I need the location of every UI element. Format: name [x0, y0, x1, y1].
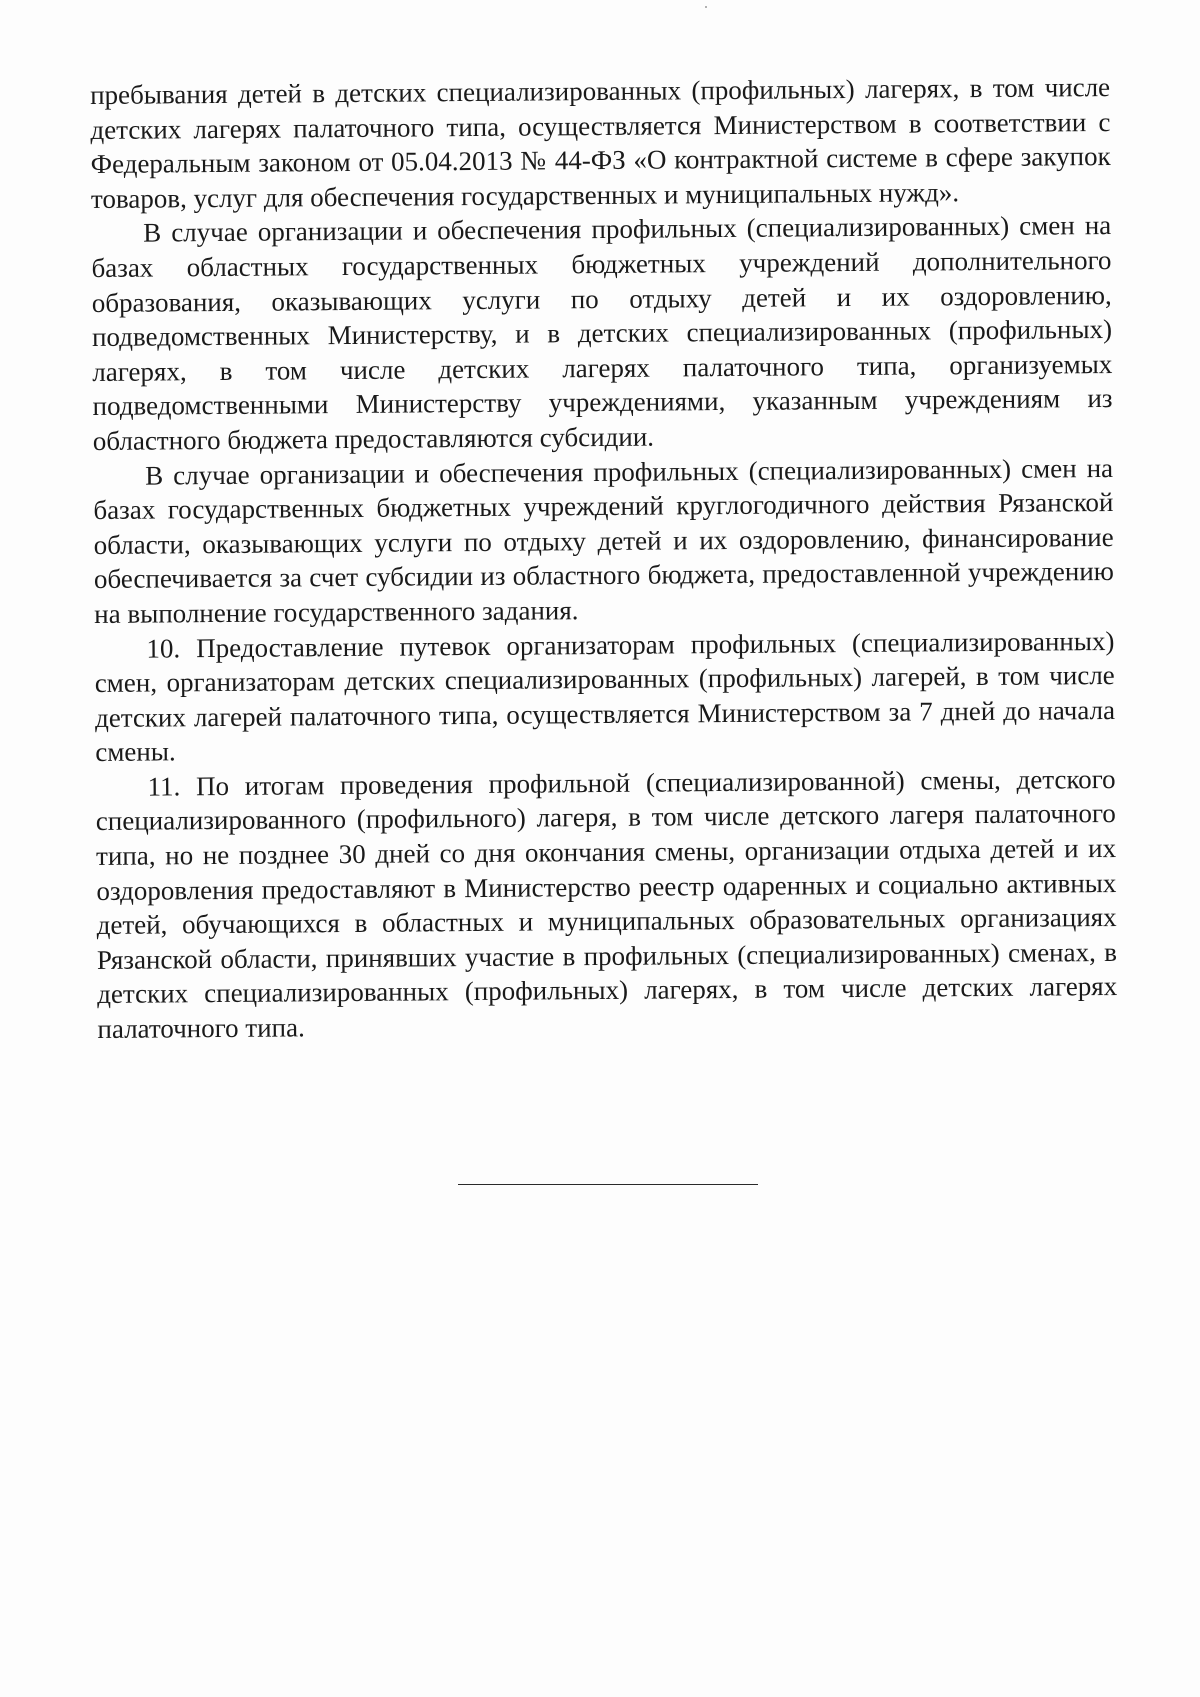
- paragraph-continuation: пребывания детей в детских специализированных (профильных) лагерях, в том числе детских лагерях палаточного типа, осуществляется Министерством в соответствии с Федеральным законом от 05.04.2013 № 44-ФЗ «О контрактной системе в сфере закупок товаров, услуг для обеспечения государственных и муниципальных нужд».: [90, 71, 1111, 214]
- paragraph-year-round: В случае организации и обеспечения профильных (специализированных) смен на базах государственных бюджетных учреждений круглогодичного действия Рязанской области, оказывающих услуги по отдыху детей и их оздоровлению, финансирование обеспечивается за счет субсидии из областного бюджета, предоставленной учреждению на выполнение государственного задания.: [93, 452, 1115, 629]
- scan-speck: [705, 6, 707, 8]
- paragraph-item-11: 11. По итогам проведения профильной (специализированной) смены, детского специализированного (профильного) лагеря, в том числе детского лагеря палаточного типа, но не позднее 30 дней со дня окончания смены, организации отдыха детей и их оздоровления предоставляют в Министерство реестр одаренных и социально активных детей, обучающихся в областных и муниципальных образовательных организациях Рязанской области, принявших участие в профильных (специализированных) сменах, в детских специализированных (профильных) лагерях, в том числе детских лагерях палаточного типа.: [95, 763, 1118, 1045]
- document-body: [90, 70, 1118, 1047]
- paragraph-item-10: 10. Предоставление путевок организаторам профильных (специализированных) смен, организаторам детских специализированных (профильных) лагерей, в том числе детских лагерей палаточного типа, осуществляется Министерством за 7 дней до начала смены.: [94, 625, 1116, 768]
- paragraph-subsidies: В случае организации и обеспечения профильных (специализированных) смен на базах областных государственных бюджетных учреждений дополнительного образования, оказывающих услуги по отдыху детей и их оздоровлению, подведомственных Министерству, и в детских специализированных (профильных) лагерях, в том числе детских лагерях палаточного типа, организуемых подведомственными Министерству учреждениями, указанным учреждениям из областного бюджета предоставляются субсидии.: [91, 210, 1113, 456]
- closing-rule: [458, 1184, 758, 1185]
